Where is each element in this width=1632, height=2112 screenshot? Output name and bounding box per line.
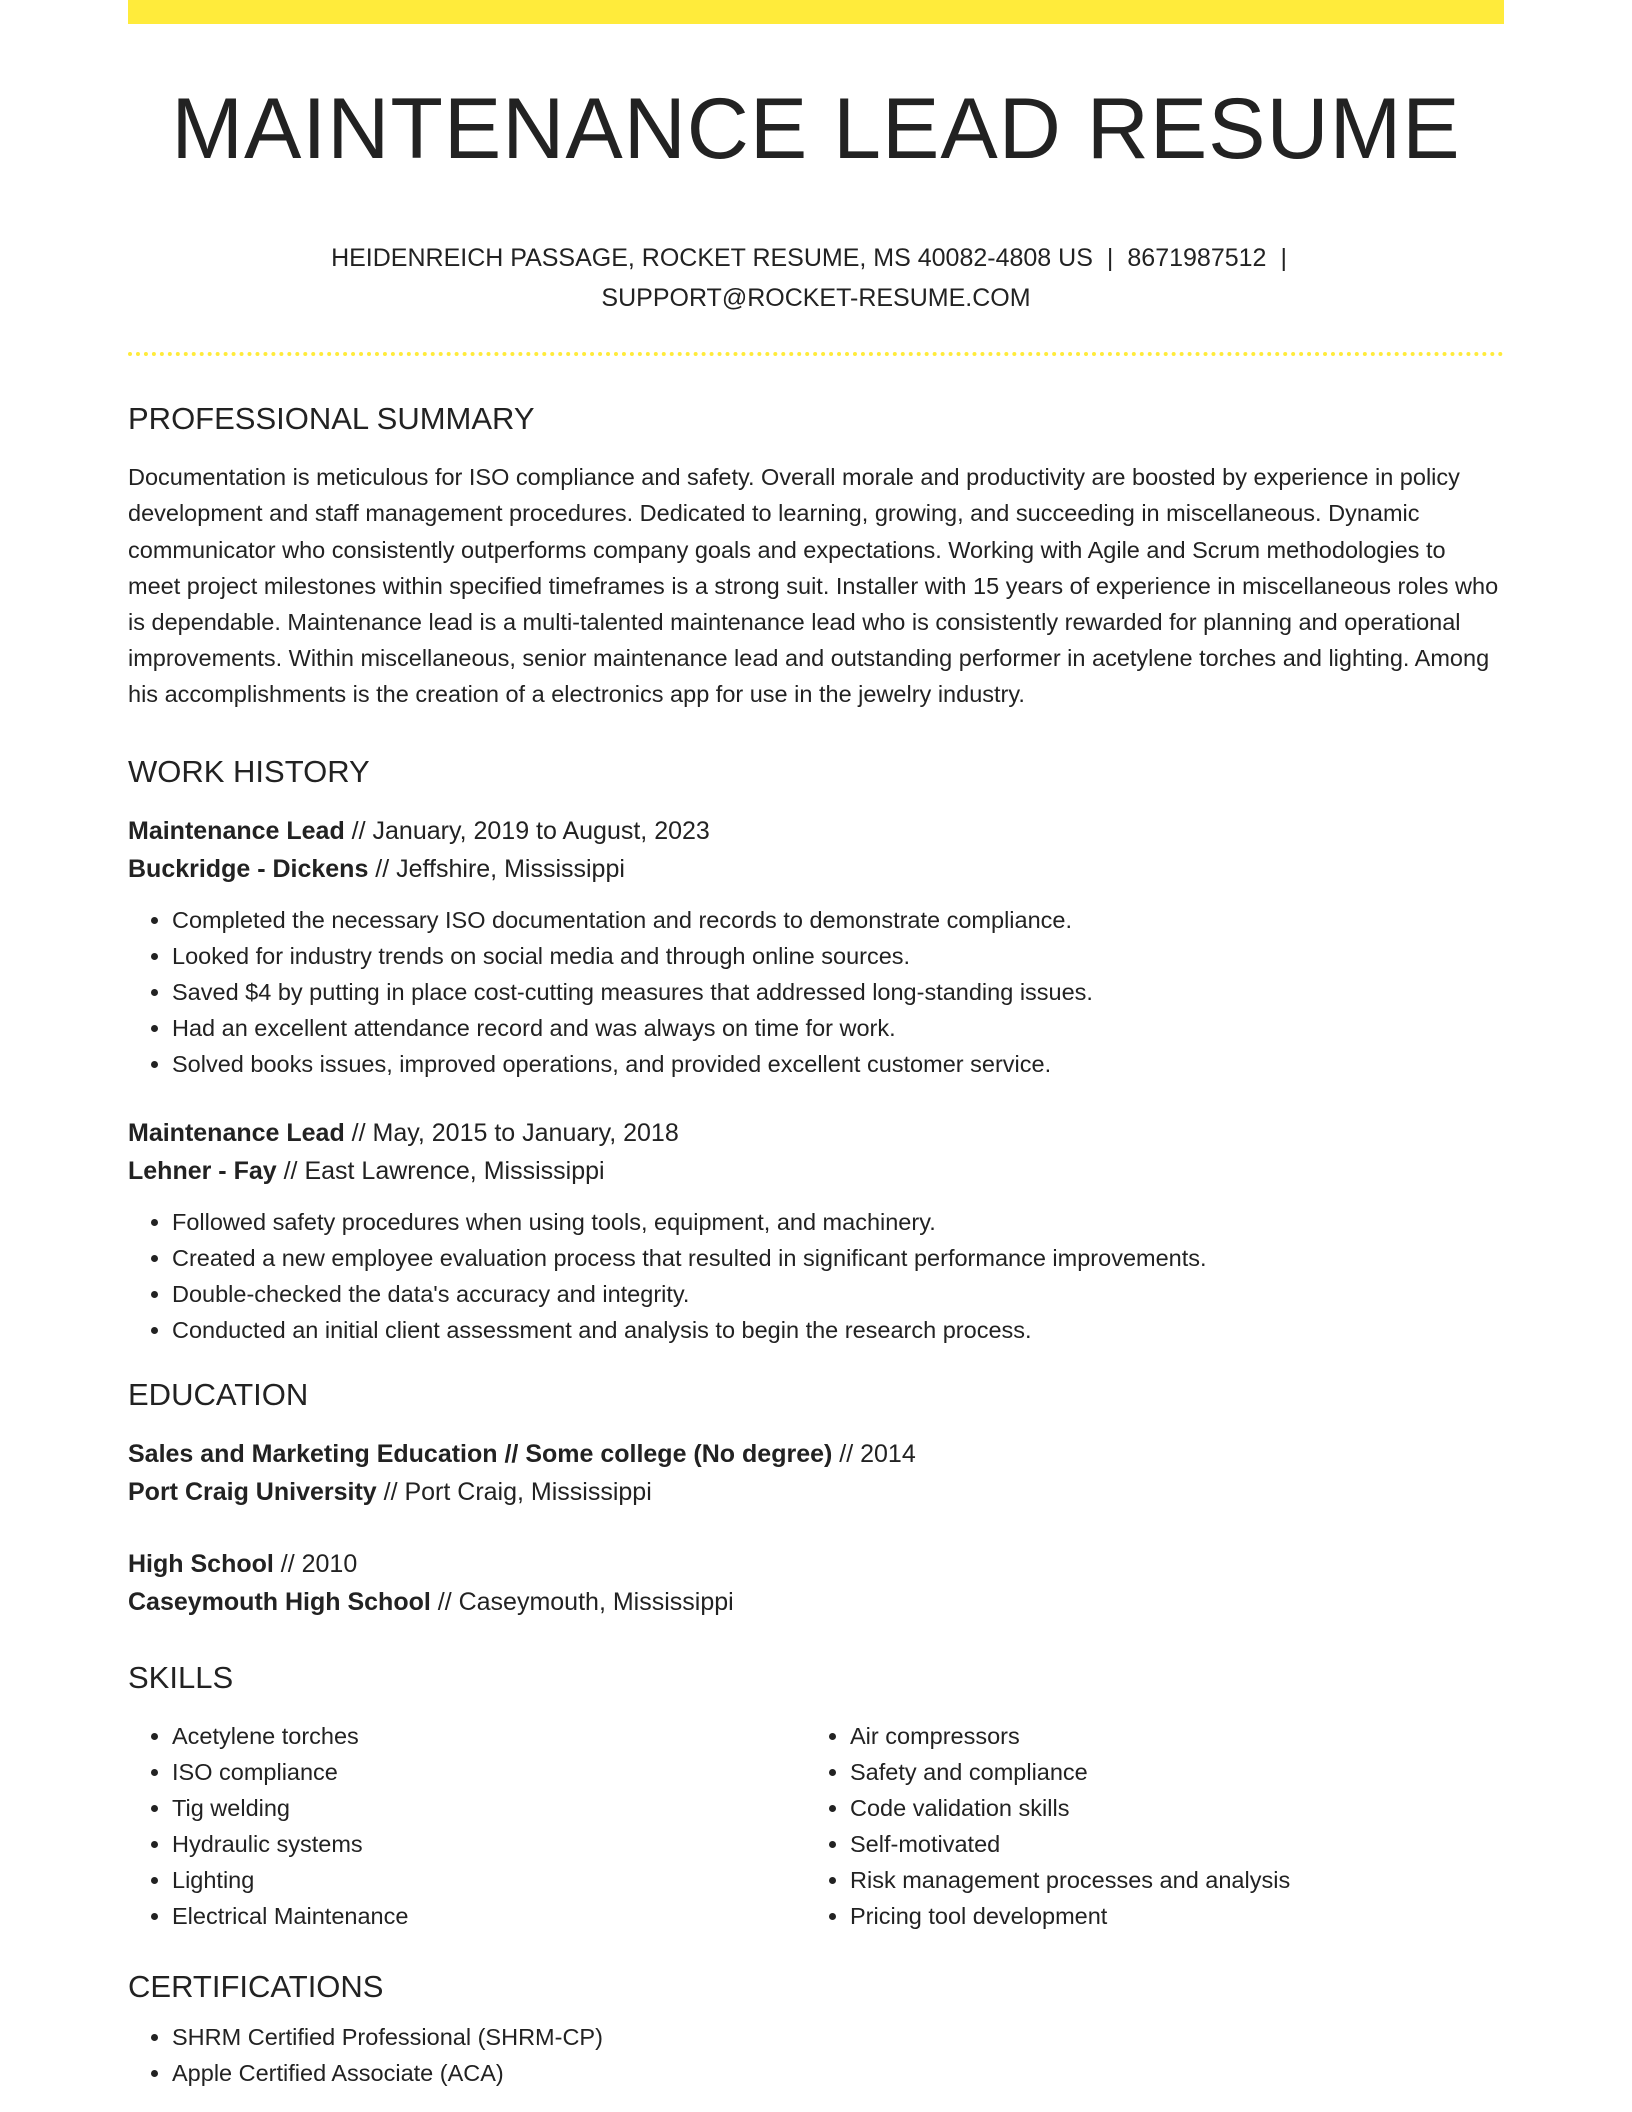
skill-item: • Safety and compliance (850, 1754, 1484, 1790)
certification-item: • Apple Certified Associate (ACA) (172, 2055, 1504, 2091)
skill-item: • Tig welding (172, 1790, 806, 1826)
skill-item: • Self-motivated (850, 1826, 1484, 1862)
skill-item: • Pricing tool development (850, 1898, 1484, 1934)
job-title-line (128, 1114, 1504, 1152)
job-bullet: • Created a new employee evaluation process that resulted in significant performance improvements. (172, 1240, 1504, 1276)
education-school-line (128, 1473, 1504, 1511)
dotted-divider (128, 352, 1504, 356)
education-entry (128, 1545, 1504, 1621)
education-year: // 2010 (273, 1549, 358, 1578)
certifications-heading: CERTIFICATIONS (128, 1969, 384, 2005)
skills-list-left (128, 1718, 806, 1934)
skills-column-left (128, 1718, 806, 1934)
contact-separator: | (1280, 244, 1287, 272)
contact-line-1 (128, 238, 1504, 278)
contact-email: SUPPORT@ROCKET-RESUME.COM (601, 284, 1031, 312)
job-company-line (128, 850, 1504, 888)
education-heading: EDUCATION (128, 1376, 309, 1412)
education-degree-line (128, 1435, 1504, 1473)
job-bullet: • Solved books issues, improved operations, and provided excellent customer service. (172, 1046, 1504, 1082)
education-year: // 2014 (832, 1439, 916, 1468)
skill-item: • Air compressors (850, 1718, 1484, 1754)
job-bullet: • Followed safety procedures when using tools, equipment, and machinery. (172, 1204, 1504, 1240)
job-dates: // January, 2019 to August, 2023 (344, 816, 710, 845)
skill-item: • Lighting (172, 1862, 806, 1898)
contact-info (128, 238, 1504, 318)
job-bullet: • Looked for industry trends on social media and through online sources. (172, 938, 1504, 974)
skill-item: • Code validation skills (850, 1790, 1484, 1826)
job-bullet: • Had an excellent attendance record and was always on time for work. (172, 1010, 1504, 1046)
job-bullets (128, 1204, 1504, 1348)
job-bullet: • Double-checked the data's accuracy and integrity. (172, 1276, 1504, 1312)
education-school: Port Craig University (128, 1477, 377, 1506)
resume-title: MAINTENANCE LEAD RESUME (171, 81, 1461, 177)
education-school: Caseymouth High School (128, 1587, 431, 1616)
job-title: Maintenance Lead (128, 816, 345, 845)
job-company: Buckridge - Dickens (128, 854, 369, 883)
job-location: // Jeffshire, Mississippi (368, 854, 625, 883)
summary-text: Documentation is meticulous for ISO compliance and safety. Overall morale and productivity are boosted by experience in policy development and staff management procedures. Dedicated to learning, growing, and succeeding in miscellaneous. Dynamic communicator who consistently outperforms company goals and expectations. Working with Agile and Scrum methodologies to meet project milestones within specified timeframes is a strong suit. Installer with 15 years of experience in miscellaneous roles who is dependable. Maintenance lead is a multi-talented maintenance lead who is consistently rewarded for planning and operational improvements. Within miscellaneous, senior maintenance lead and outstanding performer in acetylene torches and lighting. Among his accomplishments is the creation of a electronics app for use in the jewelry industry. (128, 464, 1499, 708)
skill-item: • Risk management processes and analysis (850, 1862, 1484, 1898)
skills-heading: SKILLS (128, 1659, 234, 1695)
job-bullet: • Conducted an initial client assessment and analysis to begin the research process. (172, 1312, 1504, 1348)
skills-column-right (806, 1718, 1484, 1934)
contact-line-2 (128, 278, 1504, 318)
summary-heading: PROFESSIONAL SUMMARY (128, 401, 535, 436)
job-bullet: • Saved $4 by putting in place cost-cutting measures that addressed long-standing issues. (172, 974, 1504, 1010)
education-degree: Sales and Marketing Education // Some college (No degree) (128, 1439, 833, 1468)
job-bullet: • Completed the necessary ISO documentation and records to demonstrate compliance. (172, 902, 1504, 938)
contact-phone: 8671987512 (1127, 244, 1267, 272)
job-bullets (128, 902, 1504, 1082)
certifications-list (128, 2019, 1504, 2091)
resume-page (128, 0, 1504, 2091)
job-title-line (128, 812, 1504, 850)
skills-columns (128, 1718, 1504, 1934)
top-accent-bar (128, 0, 1504, 24)
work-history-heading: WORK HISTORY (128, 753, 370, 789)
education-location: // Caseymouth, Mississippi (430, 1587, 734, 1616)
job-entry (128, 1114, 1504, 1348)
education-degree: High School (128, 1549, 274, 1578)
job-entry (128, 812, 1504, 1082)
education-school-line (128, 1583, 1504, 1621)
education-location: // Port Craig, Mississippi (376, 1477, 652, 1506)
job-company: Lehner - Fay (128, 1156, 277, 1185)
skill-item: • Electrical Maintenance (172, 1898, 806, 1934)
job-location: // East Lawrence, Mississippi (276, 1156, 605, 1185)
education-degree-line (128, 1545, 1504, 1583)
contact-separator: | (1106, 244, 1114, 272)
contact-address: HEIDENREICH PASSAGE, ROCKET RESUME, MS 40082-4808 US (331, 244, 1093, 272)
education-entry (128, 1435, 1504, 1511)
certification-item: • SHRM Certified Professional (SHRM-CP) (172, 2019, 1504, 2055)
job-dates: // May, 2015 to January, 2018 (344, 1118, 679, 1147)
skills-list-right (806, 1718, 1484, 1934)
job-company-line (128, 1152, 1504, 1190)
skill-item: • Hydraulic systems (172, 1826, 806, 1862)
skill-item: • ISO compliance (172, 1754, 806, 1790)
skill-item: • Acetylene torches (172, 1718, 806, 1754)
job-title: Maintenance Lead (128, 1118, 345, 1147)
